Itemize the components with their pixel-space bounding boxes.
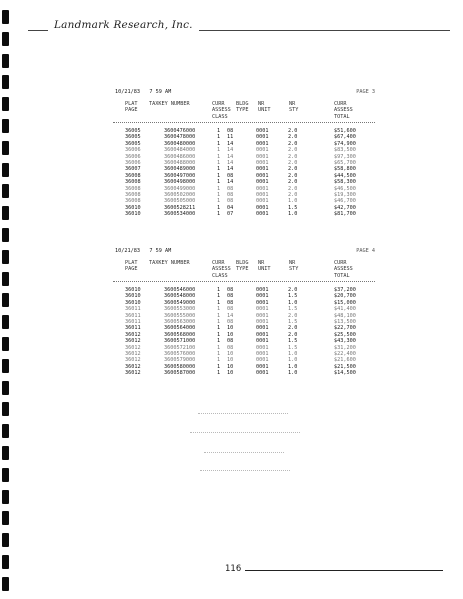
report-rows: [113, 128, 375, 217]
table-row: 36012 3600571000 1 08 0001 1.5 $43,300: [125, 338, 356, 345]
table-row: 36008 3600505000 1 08 0001 1.0 $46,700: [125, 198, 356, 205]
binder-hole: [2, 32, 9, 46]
col-nr-unit: NR UNIT: [258, 101, 271, 114]
col-plat-page: PLAT PAGE: [125, 101, 138, 114]
binder-hole: [2, 163, 9, 177]
table-row: 36006 3600488000 1 14 0001 2.0 $65,700: [125, 159, 356, 166]
binder-hole: [2, 402, 9, 416]
show-through-line: [190, 432, 300, 433]
binder-hole: [2, 10, 9, 24]
show-through-line: [198, 413, 288, 414]
col-bldg-type: BLDG TYPE: [236, 260, 249, 273]
column-headers: [113, 101, 375, 122]
table-row: 36007 3600489000 1 14 0001 2.0 $58,800: [125, 166, 356, 173]
binder-hole: [2, 315, 9, 329]
header-divider: [113, 122, 375, 123]
col-curr-assess-total: CURR ASSESS TOTAL: [334, 260, 353, 279]
table-row: 36005 3600480000 1 14 0001 2.0 $74,900: [125, 140, 356, 147]
table-row: 36011 3600553000 1 08 0001 1.5 $41,400: [125, 306, 356, 313]
binder-hole: [2, 446, 9, 460]
table-row: 36012 3600579000 1 10 0001 1.0 $21,600: [125, 357, 356, 364]
table-row: 36008 3600502000 1 08 0001 2.0 $19,300: [125, 191, 356, 198]
binder-hole: [2, 555, 9, 569]
table-row: 36010 3600534000 1 07 0001 1.0 $81,700: [125, 211, 356, 218]
show-through-line: [204, 452, 284, 453]
report-header: [113, 248, 375, 256]
binder-hole: [2, 75, 9, 89]
report-rows: [113, 287, 375, 376]
col-curr-assess-class: CURR ASSESS CLASS: [212, 101, 231, 120]
page-number: 116: [225, 564, 242, 574]
binder-hole: [2, 468, 9, 482]
report-page-3: [113, 89, 375, 217]
table-row: 36006 3600484000 1 14 0001 2.0 $83,500: [125, 147, 356, 154]
table-row: 36005 3600478000 1 11 0001 2.0 $67,400: [125, 134, 356, 141]
col-nr-sty: NR STY: [289, 101, 299, 114]
table-row: 36012 3600576000 1 10 0001 1.0 $22,400: [125, 350, 356, 357]
binder-hole: [2, 533, 9, 547]
binder-hole: [2, 359, 9, 373]
col-nr-sty: NR STY: [289, 260, 299, 273]
table-row: 36008 3600497000 1 08 0001 2.0 $44,500: [125, 172, 356, 179]
table-row: 36008 3600499000 1 08 0001 2.0 $46,500: [125, 185, 356, 192]
binder-hole: [2, 577, 9, 591]
binder-hole: [2, 337, 9, 351]
table-row: 36011 3600555000 1 14 0001 2.0 $48,100: [125, 312, 356, 319]
col-nr-unit: NR UNIT: [258, 260, 271, 273]
report-header: [113, 89, 375, 97]
show-through-line: [200, 470, 290, 471]
column-headers: [113, 260, 375, 281]
report-page-4: [113, 248, 375, 376]
binder-hole: [2, 54, 9, 68]
binder-hole: [2, 228, 9, 242]
binder-hole: [2, 424, 9, 438]
binder-hole: [2, 490, 9, 504]
col-bldg-type: BLDG TYPE: [236, 101, 249, 114]
binder-hole: [2, 97, 9, 111]
table-row: 36012 3600580000 1 10 0001 1.0 $21,500: [125, 363, 356, 370]
binder-hole: [2, 272, 9, 286]
table-row: 36011 3600563000 1 08 0001 1.5 $13,500: [125, 318, 356, 325]
table-row: 36006 3600486000 1 14 0001 2.0 $97,300: [125, 153, 356, 160]
binder-holes: [0, 0, 18, 599]
company-logo: Landmark Research, Inc.: [48, 19, 199, 31]
table-row: 36010 3600549000 1 08 0001 1.0 $15,000: [125, 299, 356, 306]
binder-hole: [2, 250, 9, 264]
col-plat-page: PLAT PAGE: [125, 260, 138, 273]
binder-hole: [2, 184, 9, 198]
report-page-label: PAGE 3: [356, 89, 375, 95]
table-row: 36012 3600572100 1 08 0001 1.5 $31,200: [125, 344, 356, 351]
binder-hole: [2, 381, 9, 395]
binder-hole: [2, 511, 9, 525]
binder-hole: [2, 293, 9, 307]
table-row: 36010 3600546000 1 08 0001 2.0 $37,200: [125, 287, 356, 293]
col-taxkey-number: TAXKEY NUMBER: [149, 101, 190, 107]
binder-hole: [2, 119, 9, 133]
table-row: 36012 3600587000 1 10 0001 1.0 $14,500: [125, 370, 356, 377]
binder-hole: [2, 206, 9, 220]
col-curr-assess-total: CURR ASSESS TOTAL: [334, 101, 353, 120]
table-row: 36012 3600568000 1 10 0001 2.0 $25,500: [125, 331, 356, 338]
binder-hole: [2, 141, 9, 155]
table-row: 36010 3600548000 1 08 0001 1.5 $20,700: [125, 293, 356, 300]
table-row: 36005 3600476000 1 08 0001 2.0 $51,600: [125, 128, 356, 134]
report-page-label: PAGE 4: [356, 248, 375, 254]
report-date: 10/21/83 7 59 AM: [115, 89, 172, 95]
table-row: 36008 3600498000 1 14 0001 2.0 $58,300: [125, 179, 356, 186]
footer-rule: [245, 570, 443, 571]
col-curr-assess-class: CURR ASSESS CLASS: [212, 260, 231, 279]
report-date: 10/21/83 7 59 AM: [115, 248, 172, 254]
table-row: 36010 3600528211 1 04 0001 1.5 $42,700: [125, 204, 356, 211]
col-taxkey-number: TAXKEY NUMBER: [149, 260, 190, 266]
header-divider: [113, 281, 375, 282]
table-row: 36011 3600564000 1 10 0001 2.0 $22,700: [125, 325, 356, 332]
